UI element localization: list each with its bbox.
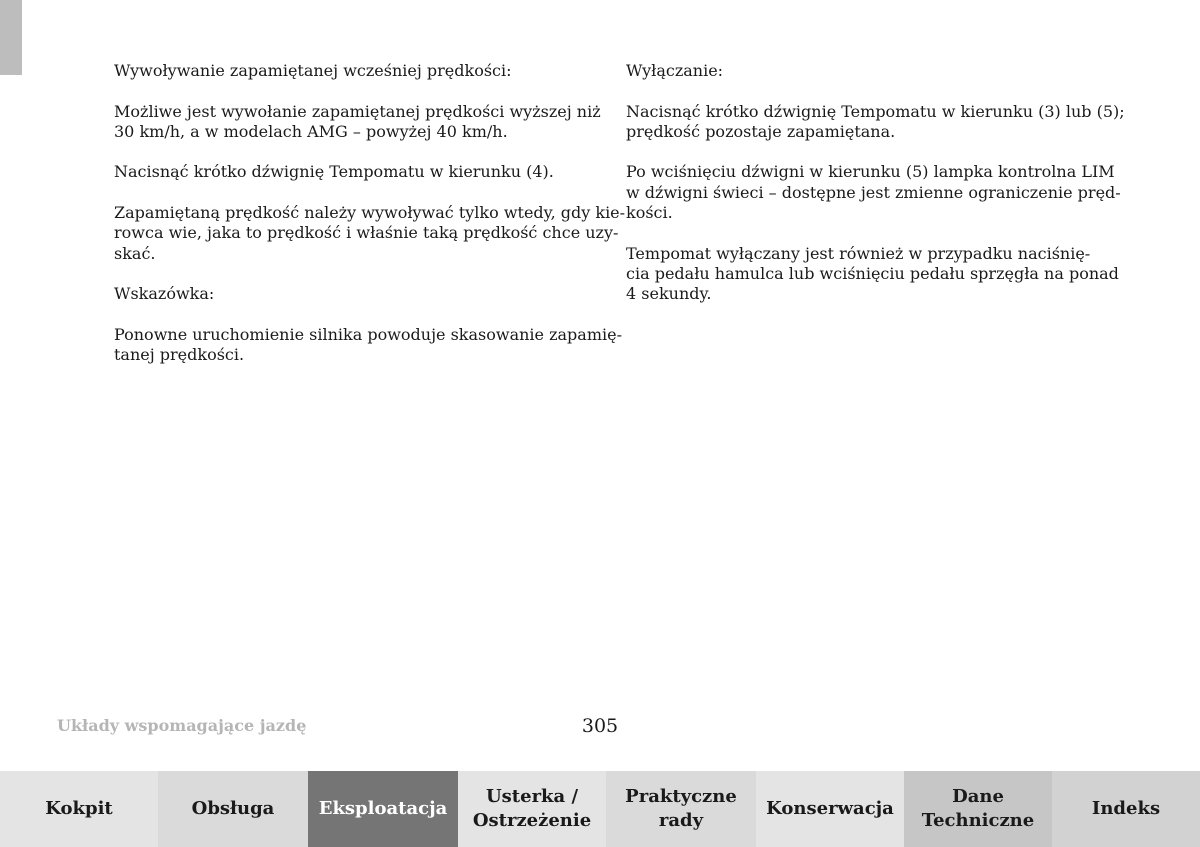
text-line: Możliwe jest wywołanie zapamiętanej prędkości wyższej niż bbox=[114, 101, 601, 121]
text-line: 30 km/h, a w modelach AMG – powyżej 40 km/h. bbox=[114, 121, 508, 141]
nav-tab-label: Eksploatacja bbox=[318, 798, 448, 819]
nav-tab-indeks[interactable] bbox=[1052, 771, 1200, 847]
text-line: Wyłączanie: bbox=[626, 61, 724, 80]
nav-tab-label: Praktyczne rady bbox=[625, 786, 737, 831]
right-paragraph bbox=[626, 101, 1125, 143]
nav-tab-praktyczne-rady[interactable] bbox=[606, 771, 756, 847]
right-paragraph bbox=[626, 61, 1088, 81]
left-paragraph bbox=[114, 284, 576, 304]
left-paragraph bbox=[114, 324, 622, 366]
text-line: tanej prędkości. bbox=[114, 345, 245, 365]
nav-tab-konserwacja[interactable] bbox=[756, 771, 904, 847]
text-line: Po wciśnięciu dźwigni w kierunku (5) lampka kontrolna LIM bbox=[626, 162, 1115, 182]
text-line: Tempomat wyłączany jest również w przypadku naciśnię- bbox=[626, 243, 1091, 263]
nav-tab-usterka-ostrzeżenie[interactable] bbox=[458, 771, 606, 847]
text-line: skać. bbox=[114, 243, 156, 263]
page-corner-marker bbox=[0, 0, 22, 75]
right-paragraph bbox=[626, 243, 1119, 305]
text-line: Nacisnąć krótko dźwignię Tempomatu w kierunku (3) lub (5); bbox=[626, 101, 1125, 121]
chapter-navigation-bar bbox=[0, 771, 1200, 847]
section-title: Układy wspomagające jazdę bbox=[57, 716, 307, 735]
left-paragraph bbox=[114, 101, 601, 143]
right-text-column bbox=[626, 61, 1125, 325]
text-line: Wywoływanie zapamiętanej wcześniej prędkości: bbox=[114, 61, 512, 80]
nav-tab-eksploatacja[interactable] bbox=[308, 771, 458, 847]
text-line: Zapamiętaną prędkość należy wywoływać tylko wtedy, gdy kie- bbox=[114, 203, 626, 223]
text-line: 4 sekundy. bbox=[626, 284, 712, 304]
nav-tab-kokpit[interactable] bbox=[0, 771, 158, 847]
right-paragraph bbox=[626, 162, 1121, 223]
left-paragraph bbox=[114, 203, 626, 264]
nav-tab-label: Usterka / Ostrzeżenie bbox=[472, 786, 592, 831]
text-line: prędkość pozostaje zapamiętana. bbox=[626, 121, 896, 141]
text-line: Ponowne uruchomienie silnika powoduje skasowanie zapamię- bbox=[114, 324, 622, 344]
text-line: Wskazówka: bbox=[114, 284, 215, 304]
nav-tab-label: Kokpit bbox=[45, 798, 113, 819]
text-line: w dźwigni świeci – dostępne jest zmienne ograniczenie pręd- bbox=[626, 182, 1121, 202]
left-text-column bbox=[114, 61, 626, 386]
nav-tab-dane-techniczne[interactable] bbox=[904, 771, 1052, 847]
text-line: cia pedału hamulca lub wciśnięciu pedału sprzęgła na ponad bbox=[626, 263, 1119, 283]
text-line: rowca wie, jaka to prędkość i właśnie taką prędkość chce uzy- bbox=[114, 223, 619, 243]
left-paragraph bbox=[114, 162, 576, 182]
nav-tab-obsługa[interactable] bbox=[158, 771, 308, 847]
text-line: kości. bbox=[626, 203, 673, 223]
page-number: 305 bbox=[581, 715, 619, 737]
nav-tab-label: Obsługa bbox=[191, 798, 275, 819]
nav-tab-label: Dane Techniczne bbox=[921, 786, 1035, 831]
nav-tab-label: Indeks bbox=[1091, 798, 1161, 819]
left-paragraph bbox=[114, 61, 576, 81]
nav-tab-label: Konserwacja bbox=[766, 798, 894, 819]
text-line: Nacisnąć krótko dźwignię Tempomatu w kierunku (4). bbox=[114, 162, 554, 182]
